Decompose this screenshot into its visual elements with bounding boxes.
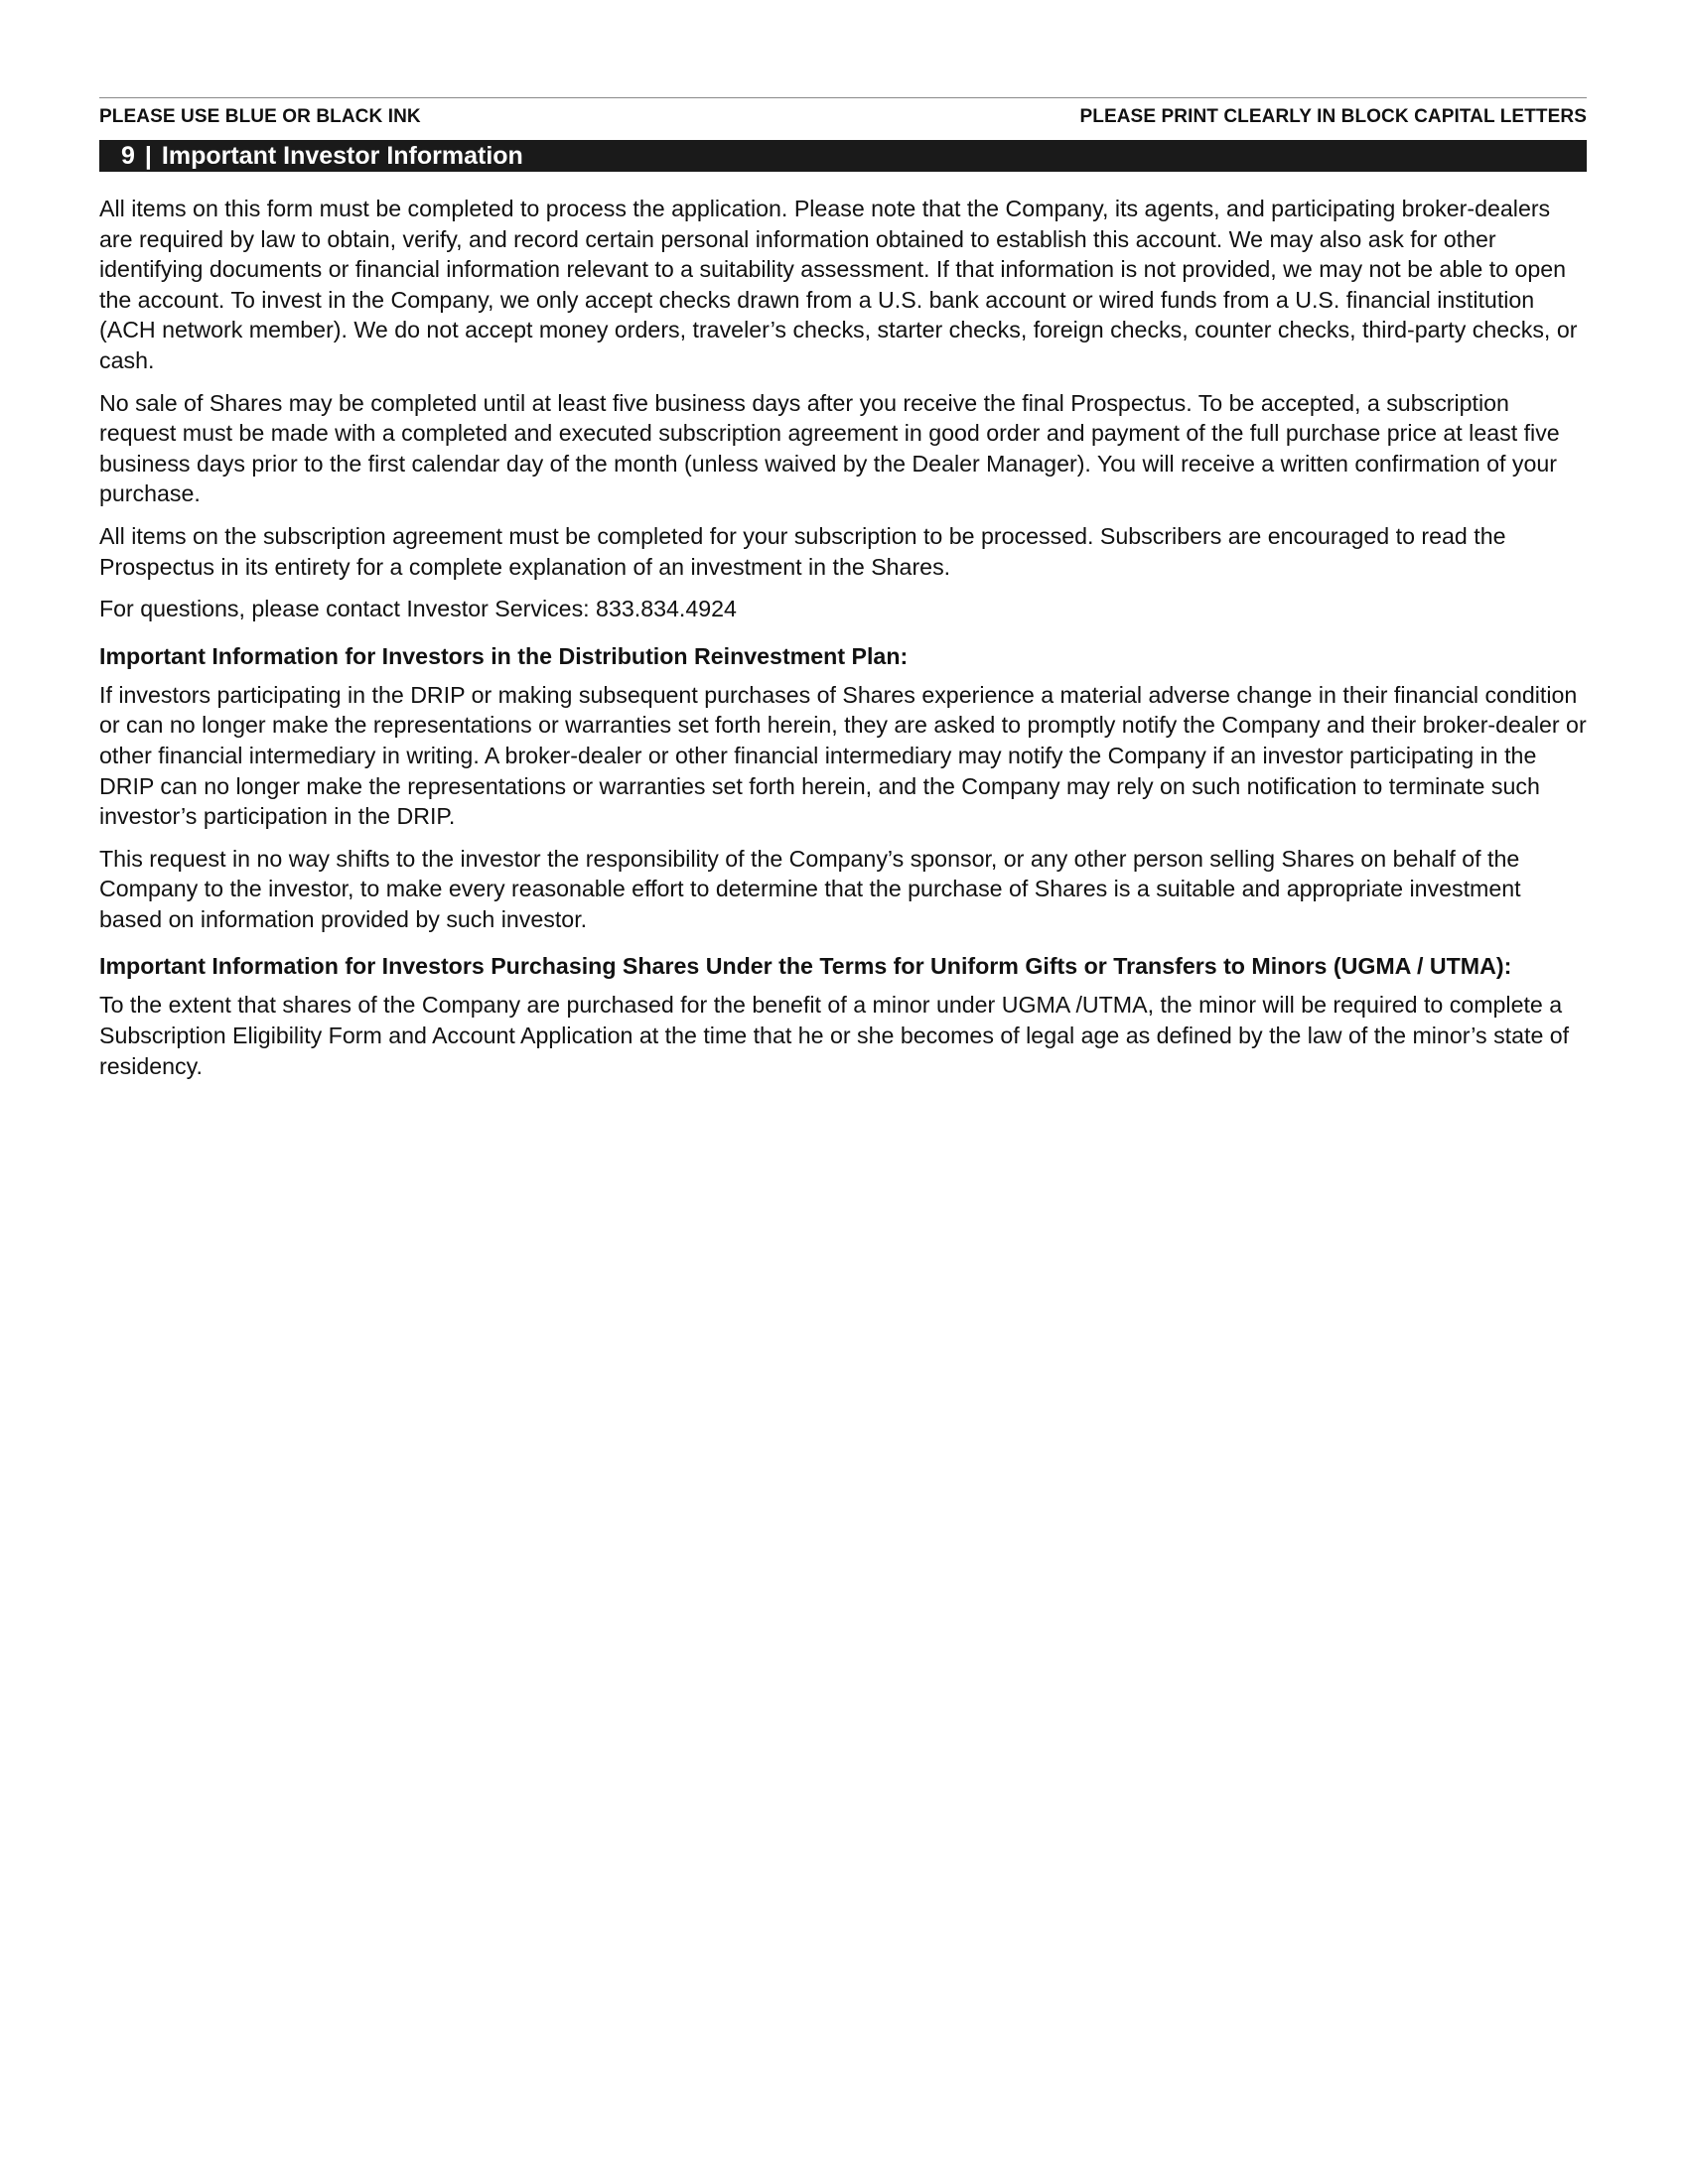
ink-instruction: PLEASE USE BLUE OR BLACK INK	[99, 106, 421, 127]
paragraph-investor-services-contact: For questions, please contact Investor Services: 833.834.4924	[99, 596, 737, 622]
top-rule	[99, 97, 1587, 98]
section-header	[99, 140, 1587, 172]
paragraph-subscription-agreement: All items on the subscription agreement must be completed for your subscription to be processed. Subscribers are encouraged to read the Prospectus in its entirety for a complete explanation of an investment in the Shares.	[99, 522, 1506, 580]
paragraph-ugma-utma: To the extent that shares of the Company are purchased for the benefit of a minor under UGMA /UTMA, the minor will be required to complete a Subscription Eligibility Form and Account Application at the time that he or she becomes of legal age as defined by the law of the minor’s state of residency.	[99, 992, 1570, 1079]
paragraph-sale-timing: No sale of Shares may be completed until at least five business days after you receive the final Prospectus. To be accepted, a subscription request must be made with a completed and executed subscription agreement in good order and payment of the full purchase price at least five business days prior to the first calendar day of the month (unless waived by the Dealer Manager). You will receive a written confirmation of your purchase.	[99, 389, 1560, 507]
section-title: Important Investor Information	[161, 141, 523, 170]
paragraph-application-requirements: All items on this form must be completed to process the application. Please note that the Company, its agents, and participating broker-dealers are required by law to obtain, verify, and record certain personal information obtained to establish this account. We may also ask for other identifying documents or financial information relevant to a suitability assessment. If that information is not provided, we may not be able to open the account. To invest in the Company, we only accept checks drawn from a U.S. bank account or wired funds from a U.S. financial institution (ACH network member). We do not accept money orders, traveler’s checks, starter checks, foreign checks, counter checks, third-party checks, or cash.	[99, 196, 1578, 373]
section-number: 9	[121, 141, 135, 170]
paragraph-drip-responsibility: This request in no way shifts to the investor the responsibility of the Company’s sponsor, or any other person selling Shares on behalf of the Company to the investor, to make every reasonable effort to determine that the purchase of Shares is a suitable and appropriate investment based on information provided by such investor.	[99, 845, 1521, 932]
section-separator: |	[144, 141, 152, 170]
ugma-utma-heading: Important Information for Investors Purchasing Shares Under the Terms for Uniform Gifts or Transfers to Minors (UGMA / UTMA):	[99, 953, 1512, 980]
print-instruction: PLEASE PRINT CLEARLY IN BLOCK CAPITAL LETTERS	[1079, 106, 1587, 127]
section-body	[99, 194, 1587, 1081]
instruction-bar	[99, 106, 1587, 128]
drip-heading: Important Information for Investors in the Distribution Reinvestment Plan:	[99, 642, 909, 669]
paragraph-drip-adverse-change: If investors participating in the DRIP or making subsequent purchases of Shares experience a material adverse change in their financial condition or can no longer make the representations or warranties set forth herein, they are asked to promptly notify the Company and their broker-dealer or other financial intermediary in writing. A broker-dealer or other financial intermediary may notify the Company if an investor participating in the DRIP can no longer make the representations or warranties set forth herein, and the Company may rely on such notification to terminate such investor’s participation in the DRIP.	[99, 681, 1587, 830]
form-page	[99, 97, 1587, 1093]
